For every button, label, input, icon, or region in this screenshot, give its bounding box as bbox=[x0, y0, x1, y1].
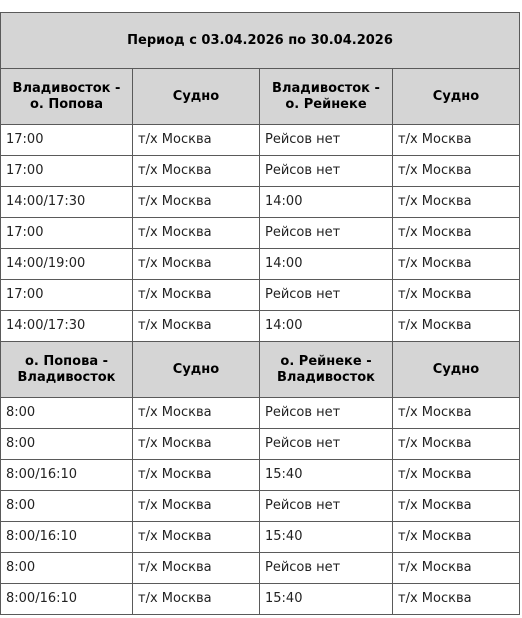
departure-time-cell: 15:40 bbox=[260, 460, 393, 491]
period-row bbox=[1, 13, 520, 69]
vessel-cell: т/х Москва bbox=[393, 249, 520, 280]
vessel-cell: т/х Москва bbox=[133, 460, 260, 491]
section2-header-vessel-1: Судно bbox=[133, 342, 260, 398]
section1-header-vessel-1: Судно bbox=[133, 69, 260, 125]
departure-time-cell: Рейсов нет bbox=[260, 125, 393, 156]
departure-time-cell: 17:00 bbox=[1, 218, 133, 249]
vessel-cell: т/х Москва bbox=[393, 280, 520, 311]
departure-time-cell: 8:00/16:10 bbox=[1, 584, 133, 615]
departure-time-cell: 8:00 bbox=[1, 553, 133, 584]
vessel-cell: т/х Москва bbox=[393, 311, 520, 342]
departure-time-cell: 15:40 bbox=[260, 522, 393, 553]
table-row bbox=[1, 187, 520, 218]
section2-header-vessel-2: Судно bbox=[393, 342, 520, 398]
vessel-cell: т/х Москва bbox=[393, 218, 520, 249]
vessel-cell: т/х Москва bbox=[393, 491, 520, 522]
table-row bbox=[1, 280, 520, 311]
table-row bbox=[1, 584, 520, 615]
section1-header-route-2: Владивосток - о. Рейнеке bbox=[260, 69, 393, 125]
section2-header-row bbox=[1, 342, 520, 398]
table-row bbox=[1, 460, 520, 491]
departure-time-cell: 14:00 bbox=[260, 249, 393, 280]
departure-time-cell: Рейсов нет bbox=[260, 398, 393, 429]
vessel-cell: т/х Москва bbox=[133, 584, 260, 615]
table-row bbox=[1, 249, 520, 280]
vessel-cell: т/х Москва bbox=[133, 125, 260, 156]
vessel-cell: т/х Москва bbox=[393, 522, 520, 553]
departure-time-cell: 8:00 bbox=[1, 491, 133, 522]
table-row bbox=[1, 491, 520, 522]
departure-time-cell: 14:00/17:30 bbox=[1, 187, 133, 218]
vessel-cell: т/х Москва bbox=[393, 187, 520, 218]
ferry-schedule-table bbox=[0, 12, 520, 615]
departure-time-cell: 8:00 bbox=[1, 398, 133, 429]
table-row bbox=[1, 156, 520, 187]
section1-header-row bbox=[1, 69, 520, 125]
departure-time-cell: 14:00 bbox=[260, 311, 393, 342]
departure-time-cell: 8:00 bbox=[1, 429, 133, 460]
vessel-cell: т/х Москва bbox=[133, 311, 260, 342]
departure-time-cell: 14:00/19:00 bbox=[1, 249, 133, 280]
vessel-cell: т/х Москва bbox=[393, 584, 520, 615]
departure-time-cell: 8:00/16:10 bbox=[1, 460, 133, 491]
departure-time-cell: Рейсов нет bbox=[260, 218, 393, 249]
departure-time-cell: 8:00/16:10 bbox=[1, 522, 133, 553]
vessel-cell: т/х Москва bbox=[133, 491, 260, 522]
table-row bbox=[1, 311, 520, 342]
period-title: Период с 03.04.2026 по 30.04.2026 bbox=[1, 13, 520, 69]
section2-header-route-2: о. Рейнеке - Владивосток bbox=[260, 342, 393, 398]
vessel-cell: т/х Москва bbox=[393, 553, 520, 584]
departure-time-cell: 14:00 bbox=[260, 187, 393, 218]
section1-header-route-1: Владивосток - о. Попова bbox=[1, 69, 133, 125]
section1-header-vessel-2: Судно bbox=[393, 69, 520, 125]
vessel-cell: т/х Москва bbox=[393, 125, 520, 156]
vessel-cell: т/х Москва bbox=[133, 522, 260, 553]
table-row bbox=[1, 553, 520, 584]
departure-time-cell: 14:00/17:30 bbox=[1, 311, 133, 342]
table-row bbox=[1, 429, 520, 460]
vessel-cell: т/х Москва bbox=[133, 280, 260, 311]
departure-time-cell: 15:40 bbox=[260, 584, 393, 615]
departure-time-cell: Рейсов нет bbox=[260, 553, 393, 584]
table-row bbox=[1, 522, 520, 553]
vessel-cell: т/х Москва bbox=[133, 249, 260, 280]
vessel-cell: т/х Москва bbox=[133, 156, 260, 187]
departure-time-cell: Рейсов нет bbox=[260, 156, 393, 187]
vessel-cell: т/х Москва bbox=[133, 187, 260, 218]
vessel-cell: т/х Москва bbox=[393, 460, 520, 491]
vessel-cell: т/х Москва bbox=[393, 156, 520, 187]
table-row bbox=[1, 125, 520, 156]
section2-header-route-1: о. Попова - Владивосток bbox=[1, 342, 133, 398]
vessel-cell: т/х Москва bbox=[133, 553, 260, 584]
departure-time-cell: Рейсов нет bbox=[260, 491, 393, 522]
departure-time-cell: 17:00 bbox=[1, 280, 133, 311]
departure-time-cell: 17:00 bbox=[1, 125, 133, 156]
vessel-cell: т/х Москва bbox=[133, 398, 260, 429]
departure-time-cell: Рейсов нет bbox=[260, 429, 393, 460]
vessel-cell: т/х Москва bbox=[393, 398, 520, 429]
table-row bbox=[1, 218, 520, 249]
departure-time-cell: Рейсов нет bbox=[260, 280, 393, 311]
departure-time-cell: 17:00 bbox=[1, 156, 133, 187]
table-row bbox=[1, 398, 520, 429]
vessel-cell: т/х Москва bbox=[393, 429, 520, 460]
vessel-cell: т/х Москва bbox=[133, 218, 260, 249]
vessel-cell: т/х Москва bbox=[133, 429, 260, 460]
